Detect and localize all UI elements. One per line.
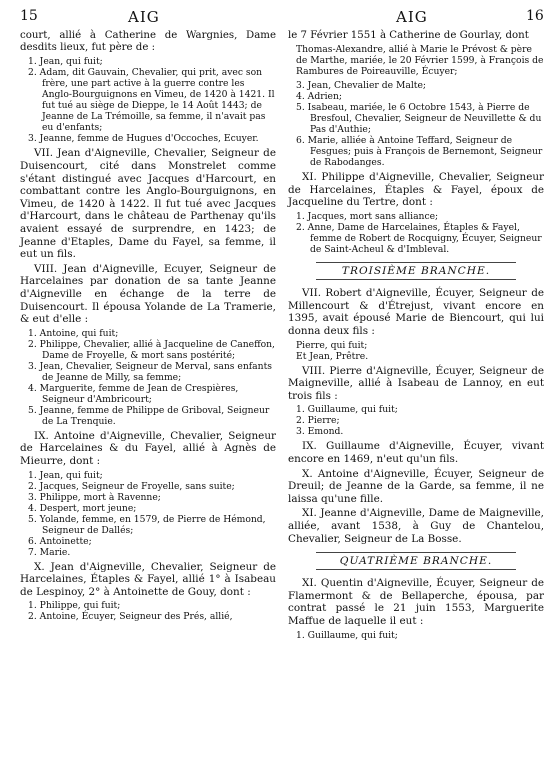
child-list [20, 56, 276, 144]
genealogy-entry: IX. Guillaume d'Aigneville, Écuyer, vivant encore en 1469, n'eut qu'un fils. [288, 440, 544, 465]
genealogy-entry: VII. Robert d'Aigneville, Écuyer, Seigneur de Millencourt & d'Étrejust, vivant encore en 1395, avait épousé Marie de Biencourt, qui lui donna deux fils : [288, 287, 544, 337]
genealogy-entry: IX. Antoine d'Aigneville, Chevalier, Seigneur de Harcelaines & du Fayel, allié à Agnès de Mieurre, dont : [20, 429, 276, 467]
list-item: 2. Antoine, Écuyer, Seigneur des Prés, allié, [28, 611, 233, 623]
right-column [288, 30, 544, 644]
left-column [20, 30, 276, 625]
branch-heading: QUATRIÈME BRANCHE. [316, 552, 516, 570]
child-list [20, 470, 276, 558]
list-item: 4. Adrien; [296, 91, 342, 103]
branch-heading: TROISIÈME BRANCHE. [316, 262, 516, 280]
list-item: 3. Jean, Chevalier de Malte; [296, 80, 427, 92]
list-item: Pierre, qui fuit; [296, 339, 368, 351]
list-item: 1. Jacques, mort sans alliance; [296, 210, 439, 222]
list-item: 3. Jeanne, femme de Hugues d'Occoches, Ecuyer. [28, 133, 259, 145]
list-item: 6. Marie, alliée à Antoine Teffard, Seigneur de Fesgues; puis à François de Bernemont, Seigneur de Rabodanges. [296, 135, 543, 169]
child-list [20, 328, 276, 427]
continued-text: le 7 Février 1551 à Catherine de Gourlay, dont [288, 30, 529, 41]
list-item: Thomas-Alexandre, allié à Marie le Prévost & père de Marthe, mariée, le 20 Février 1599, à François de Rambures de Poireauville, Écuyer; [296, 44, 544, 78]
list-item: 1. Guillaume, qui fuit; [296, 629, 398, 641]
list-item: 1. Antoine, qui fuit; [28, 327, 119, 339]
running-title-right: AIG [396, 8, 428, 26]
genealogy-entry: VIII. Pierre d'Aigneville, Écuyer, Seigneur de Maigneville, allié à Isabeau de Lannoy, en eut trois fils : [288, 364, 544, 402]
list-item: 2. Philippe, Chevalier, allié à Jacqueline de Caneffon, Dame de Froyelle, & mort sans postérité; [28, 338, 275, 361]
list-item: 5. Yolande, femme, en 1579, de Pierre de Hémond, Seigneur de Dallés; [28, 513, 266, 536]
list-item: 3. Jean, Chevalier, Seigneur de Merval, sans enfants de Jeanne de Milly, sa femme; [28, 360, 272, 383]
child-list [288, 630, 544, 641]
page-number-right: 16 [526, 8, 544, 24]
list-item: 2. Adam, dit Gauvain, Chevalier, qui prit, avec son frère, une part active à la guerre contre les Anglo-Bourguignons en Vimeu, de 1420 à 1421. Il fut tué au siège de Dieppe, le 14 Août 1443; de Jeanne de La Trémoille, sa femme, il n'avait pas eu d'enfants; [28, 67, 275, 134]
list-item: 3. Philippe, mort à Ravenne; [28, 491, 161, 503]
list-item: 5. Isabeau, mariée, le 6 Octobre 1543, à Pierre de Bresfoul, Chevalier, Seigneur de Neuvillette & du Pas d'Authie; [296, 102, 542, 136]
genealogy-entry: XI. Jeanne d'Aigneville, Dame de Maigneville, alliée, avant 1538, à Guy de Chantelou, Chevalier, Seigneur de La Bosse. [288, 507, 544, 545]
list-item: 1. Jean, qui fuit; [28, 469, 103, 481]
child-list [20, 600, 276, 622]
list-item: 4. Despert, mort jeune; [28, 502, 137, 514]
child-list [288, 404, 544, 437]
genealogy-entry: X. Antoine d'Aigneville, Écuyer, Seigneur de Dreuil; de Jeanne de la Garde, sa femme, il ne laissa qu'une fille. [288, 467, 544, 505]
list-item: 2. Pierre; [296, 415, 340, 427]
running-title-left: AIG [128, 8, 160, 26]
list-item: 7. Marie. [28, 546, 71, 558]
child-list [288, 211, 544, 255]
list-item: 6. Antoinette; [28, 535, 92, 547]
page-number-left: 15 [20, 8, 38, 24]
list-item: 4. Marguerite, femme de Jean de Crespières, Seigneur d'Ambricourt; [28, 382, 239, 405]
list-item: 3. Emond. [296, 426, 344, 438]
running-header [0, 8, 559, 30]
genealogy-entry: VIII. Jean d'Aigneville, Ecuyer, Seigneur de Harcelaines par donation de sa tante Jeanne d'Aigneville en échange de la terre de Duisencourt. Il épousa Yolande de La Tramerie, & eut d'elle : [20, 262, 276, 326]
continued-text: court, allié à Catherine de Wargnies, Dame desdits lieux, fut père de : [20, 30, 276, 54]
genealogy-entry: X. Jean d'Aigneville, Chevalier, Seigneur de Harcelaines, Étaples & Fayel, allié 1° à Isabeau de Lespinoy, 2° à Antoinette de Gouy, dont : [20, 560, 276, 598]
list-item: 1. Philippe, qui fuit; [28, 600, 121, 612]
list-item: 2. Jacques, Seigneur de Froyelle, sans suite; [28, 480, 235, 492]
list-item: 1. Jean, qui fuit; [28, 56, 103, 68]
list-item: 2. Anne, Dame de Harcelaines, Étaples & Fayel, femme de Robert de Rocquigny, Écuyer, Seigneur de Saint-Acheul & d'Imbleval. [296, 221, 542, 255]
genealogy-entry: XI. Quentin d'Aigneville, Écuyer, Seigneur de Flamermont & de Bellaperche, épousa, par contrat passé le 21 juin 1553, Marguerite Maffue de laquelle il eut : [288, 577, 544, 628]
child-list [288, 340, 544, 362]
list-item: Et Jean, Prêtre. [296, 350, 369, 362]
child-list [288, 44, 544, 77]
list-item: 1. Guillaume, qui fuit; [296, 404, 398, 416]
genealogy-entry: XI. Philippe d'Aigneville, Chevalier, Seigneur de Harcelaines, Étaples & Fayel, époux de Jacqueline du Tertre, dont : [288, 171, 544, 209]
child-list [288, 80, 544, 168]
genealogy-entry: VII. Jean d'Aigneville, Chevalier, Seigneur de Duisencourt, cité dans Monstrelet comme s'étant distingué avec Jacques d'Harcourt, en combattant contre les Anglo-Bourguignons, en Vimeu, de 1420 à 1422. Il fut tué avec Jacques d'Harcourt, dans le château de Parthenay qu'ils avaient essayé de surprendre, en 1423; de Jeanne d'Etaples, Dame du Fayel, sa femme, il eut un fils. [20, 147, 276, 261]
list-item: 5. Jeanne, femme de Philippe de Griboval, Seigneur de La Trenquie. [28, 404, 270, 427]
